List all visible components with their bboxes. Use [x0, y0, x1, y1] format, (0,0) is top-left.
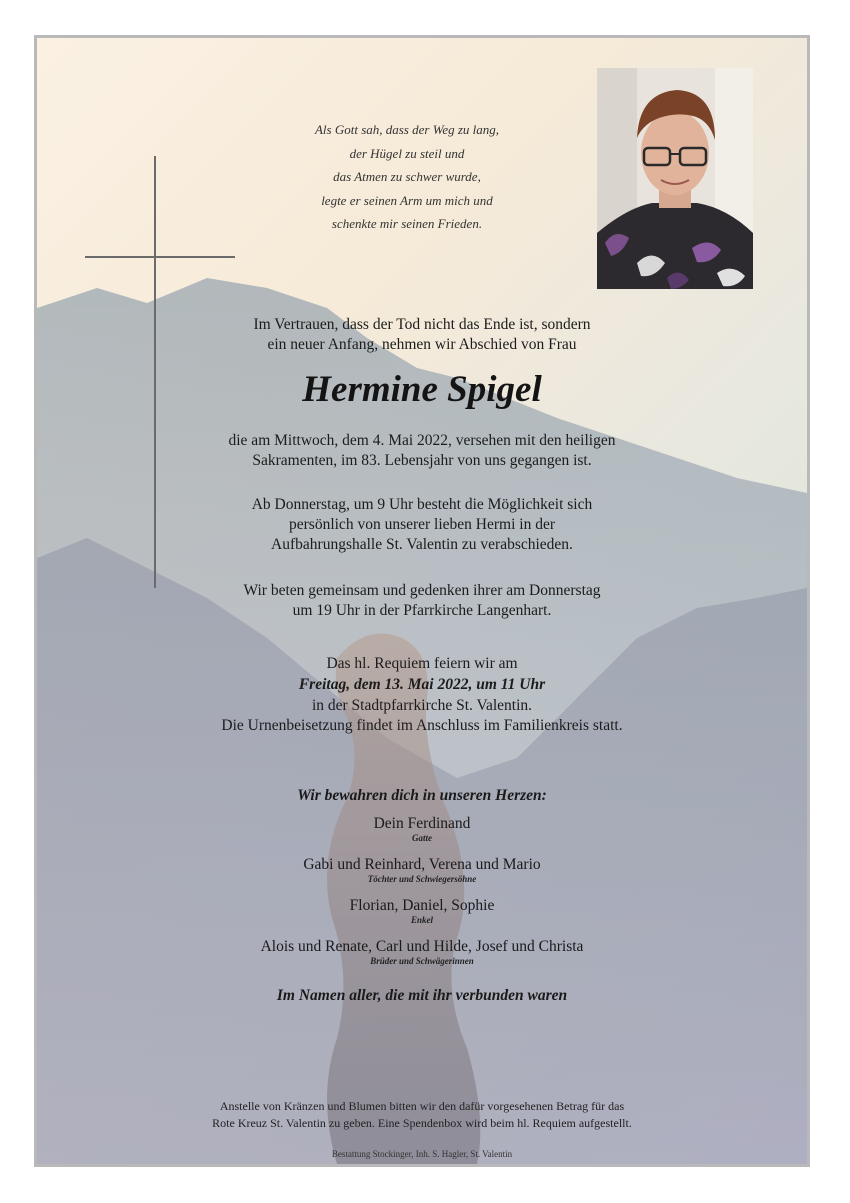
- prayer-line: um 19 Uhr in der Pfarrkirche Langenhart.: [292, 602, 552, 619]
- cross-horizontal-beam: [85, 256, 235, 258]
- donation-note: [37, 1098, 807, 1132]
- mourner-names: Dein Ferdinand: [373, 815, 471, 832]
- viewing-line: persönlich von unserer lieben Hermi in der: [289, 516, 555, 533]
- mourners-heading: Wir bewahren dich in unseren Herzen:: [297, 787, 547, 804]
- mourners-list: [37, 814, 807, 967]
- viewing-line: Ab Donnerstag, um 9 Uhr besteht die Möglichkeit sich: [251, 496, 593, 513]
- donation-line: Rote Kreuz St. Valentin zu geben. Eine Spendenbox wird beim hl. Requiem aufgestellt.: [212, 1116, 632, 1130]
- mourner-entry: [37, 937, 807, 967]
- requiem-date: Freitag, dem 13. Mai 2022, um 11 Uhr: [298, 676, 546, 693]
- mourner-entry: [37, 814, 807, 844]
- death-info-line: Sakramenten, im 83. Lebensjahr von uns gegangen ist.: [252, 452, 592, 469]
- viewing-info: [37, 495, 807, 555]
- mourner-role: Töchter und Schwiegersöhne: [367, 874, 477, 884]
- prayer-line: Wir beten gemeinsam und gedenken ihrer am Donnerstag: [243, 582, 601, 599]
- mourner-names: Alois und Renate, Carl und Hilde, Josef und Christa: [260, 938, 584, 955]
- mourner-entry: [37, 896, 807, 926]
- poem-line: das Atmen zu schwer wurde,: [333, 169, 481, 184]
- poem-line: schenkte mir seinen Frieden.: [331, 216, 483, 231]
- poem-line: der Hügel zu steil und: [349, 145, 465, 161]
- urn-burial-info: Die Urnenbeisetzung findet im Anschluss im Familienkreis statt.: [221, 717, 623, 734]
- mourner-names: Florian, Daniel, Sophie: [349, 897, 495, 914]
- closing-line: Im Namen aller, die mit ihr verbunden waren: [276, 987, 568, 1004]
- requiem-intro: Das hl. Requiem feiern wir am: [326, 655, 518, 672]
- mourner-names: Gabi und Reinhard, Verena und Mario: [303, 856, 541, 873]
- intro-line: ein neuer Anfang, nehmen wir Abschied von Frau: [267, 336, 577, 353]
- requiem-location: in der Stadtpfarrkirche St. Valentin.: [311, 697, 533, 714]
- portrait-photo: [597, 68, 753, 289]
- poem-line: Als Gott sah, dass der Weg zu lang,: [314, 122, 500, 137]
- poem-line: legte er seinen Arm um mich und: [321, 192, 493, 208]
- donation-line: Anstelle von Kränzen und Blumen bitten wir den dafür vorgesehenen Betrag für das: [219, 1099, 625, 1113]
- funeral-home-footer: Bestattung Stockinger, Inh. S. Hagler, St. Valentin: [331, 1149, 513, 1159]
- intro-text: [37, 315, 807, 355]
- mourner-entry: [37, 855, 807, 885]
- mourner-role: Brüder und Schwägerinnen: [370, 956, 474, 966]
- mourner-role: Gatte: [412, 833, 432, 843]
- obituary-card: [34, 35, 810, 1167]
- memorial-poem: [267, 118, 547, 236]
- death-info: [37, 431, 807, 471]
- deceased-name: Hermine Spigel: [302, 369, 542, 410]
- mourner-role: Enkel: [410, 915, 433, 925]
- prayer-info: [37, 581, 807, 621]
- portrait-image: [597, 68, 753, 289]
- intro-line: Im Vertrauen, dass der Tod nicht das Ende ist, sondern: [253, 316, 591, 333]
- death-info-line: die am Mittwoch, dem 4. Mai 2022, versehen mit den heiligen: [228, 432, 616, 449]
- viewing-line: Aufbahrungshalle St. Valentin zu verabschieden.: [271, 536, 573, 553]
- requiem-info: [37, 654, 807, 736]
